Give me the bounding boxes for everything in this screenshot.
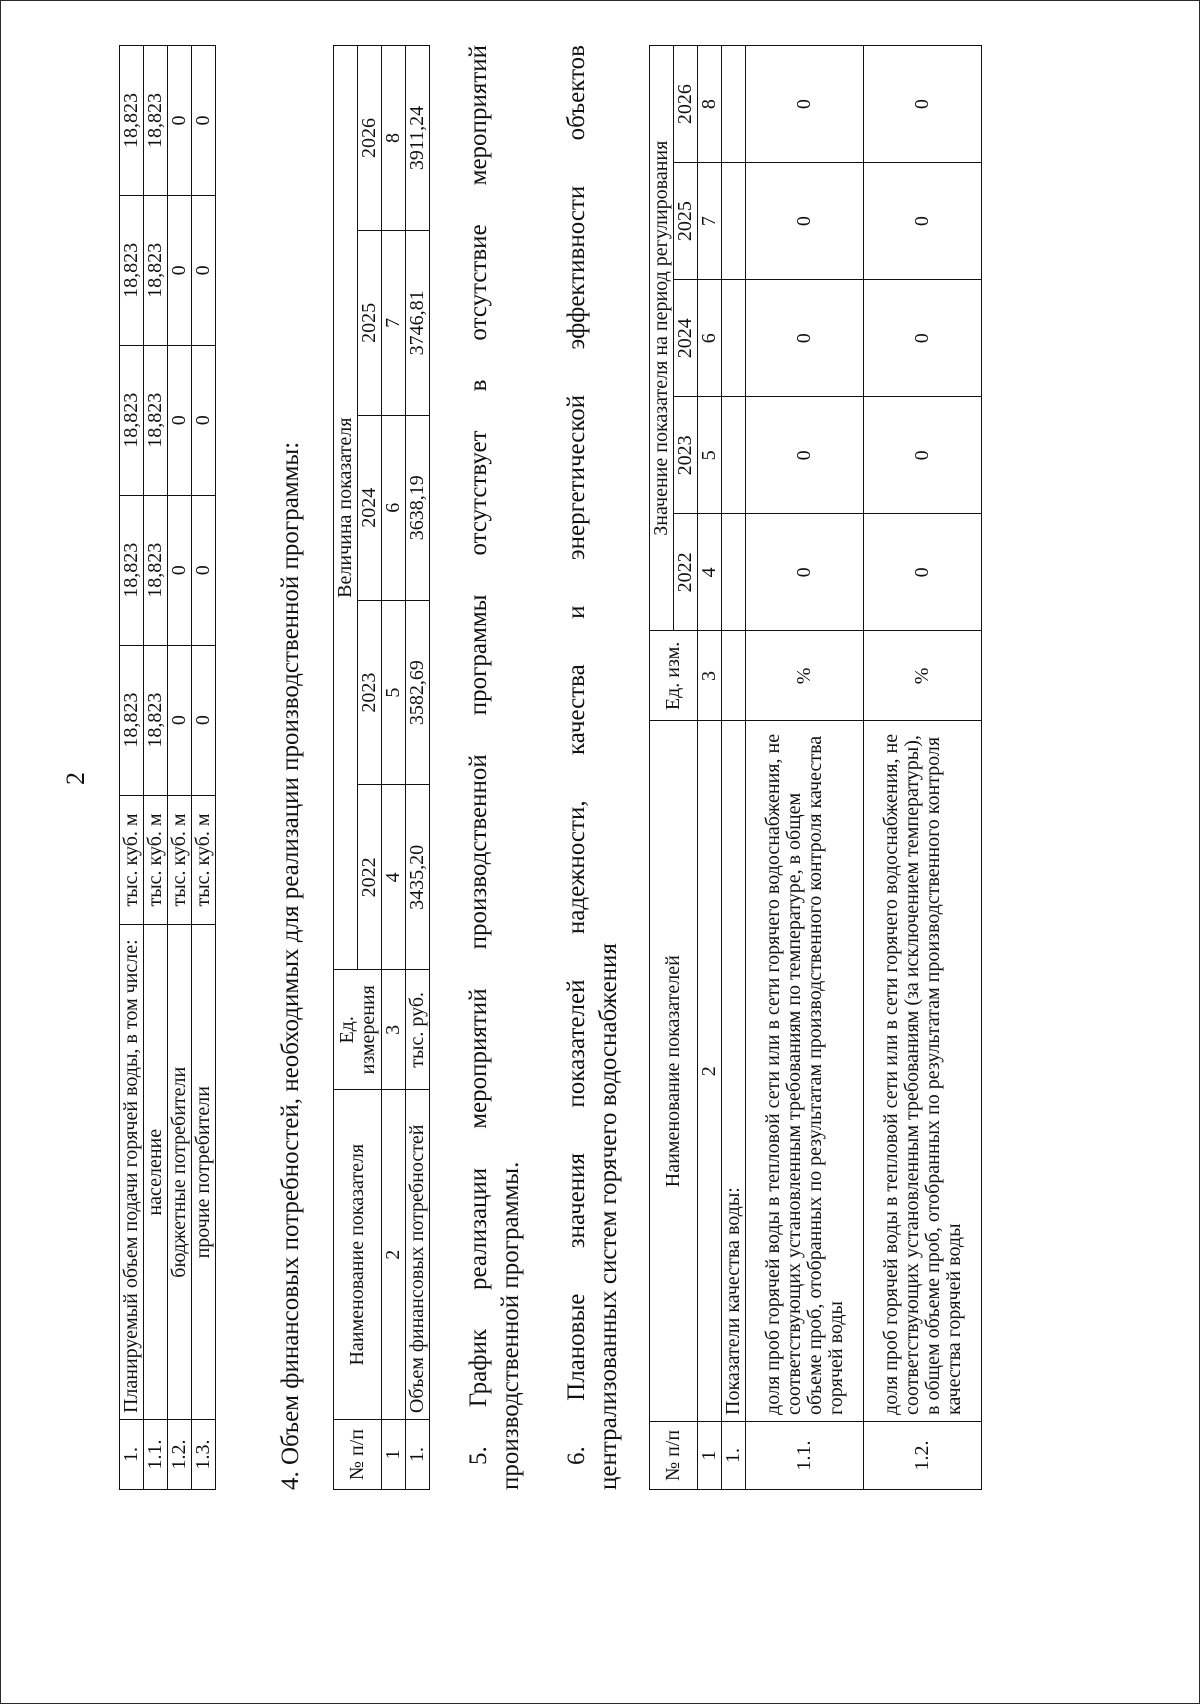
- col-number: 3: [698, 631, 722, 721]
- section6-line1: 6. Плановые значения показателей надежности, качества и энергетической эффективности объектов: [563, 45, 590, 1465]
- row-value: 0: [192, 345, 216, 495]
- col-number: 2: [382, 1090, 406, 1420]
- row-value: 0: [864, 514, 982, 631]
- row-value: 3746,81: [406, 230, 430, 415]
- row-name: прочие потребители: [192, 925, 216, 1420]
- row-value: 18,823: [120, 46, 144, 196]
- header-name: Наименование показателя: [334, 1090, 382, 1420]
- group-num: 1.: [722, 1421, 746, 1489]
- row-name: доля проб горячей воды в тепловой сети или в сети горячего водоснабжения, не соответствующих установленным требованиям (за исключением температуры), в общем объеме проб, отобранных по результатам производственного контроля качества горячей воды: [864, 721, 982, 1421]
- indicators-table: [649, 45, 982, 1490]
- table-row: [864, 46, 982, 1490]
- row-num: 1.1.: [746, 1421, 864, 1489]
- row-num: 1.: [406, 1420, 430, 1490]
- row-value: 0: [192, 46, 216, 196]
- empty-cell: [722, 631, 746, 721]
- column-number-row: [382, 46, 406, 1490]
- header-year: 2023: [358, 600, 382, 785]
- header-year: 2024: [674, 280, 698, 397]
- row-value: 18,823: [144, 345, 168, 495]
- empty-cell: [722, 163, 746, 280]
- col-number: 2: [698, 721, 722, 1421]
- row-value: 18,823: [120, 495, 144, 645]
- table-row: [746, 46, 864, 1490]
- row-value: 18,823: [120, 345, 144, 495]
- row-value: 0: [864, 397, 982, 514]
- header-num: № п/п: [334, 1420, 382, 1490]
- page-number: 2: [61, 772, 90, 785]
- header-year: 2022: [358, 785, 382, 970]
- row-value: 3911,24: [406, 46, 430, 231]
- row-value: 0: [746, 280, 864, 397]
- table-row: [192, 46, 216, 1490]
- row-num: 1.2.: [864, 1421, 982, 1489]
- col-number: 3: [382, 970, 406, 1090]
- empty-cell: [722, 397, 746, 514]
- row-name: Планируемый объем подачи горячей воды, в том числе:: [120, 925, 144, 1420]
- header-name: Наименование показателей: [650, 721, 698, 1421]
- row-unit: тыс. куб. м: [192, 795, 216, 925]
- row-value: 0: [864, 46, 982, 163]
- row-value: 0: [192, 195, 216, 345]
- row-unit: тыс. куб. м: [144, 795, 168, 925]
- header-unit: Ед. измерения: [334, 970, 382, 1090]
- row-unit: тыс. руб.: [406, 970, 430, 1090]
- table-row: [120, 46, 144, 1490]
- col-number: 8: [382, 46, 406, 231]
- col-number: 4: [698, 514, 722, 631]
- header-year: 2025: [358, 230, 382, 415]
- row-unit: %: [864, 631, 982, 721]
- row-value: 18,823: [144, 46, 168, 196]
- row-value: 0: [864, 163, 982, 280]
- col-number: 4: [382, 785, 406, 970]
- section4-heading: 4. Объем финансовых потребностей, необходимых для реализации производственной программы:: [277, 441, 304, 1490]
- col-number: 1: [698, 1421, 722, 1489]
- empty-cell: [722, 280, 746, 397]
- column-number-row: [698, 46, 722, 1490]
- row-value: 0: [168, 46, 192, 196]
- header-year: 2025: [674, 163, 698, 280]
- group-row: [722, 46, 746, 1490]
- row-value: 0: [746, 397, 864, 514]
- col-number: 5: [382, 600, 406, 785]
- financial-needs-table: [333, 45, 430, 1490]
- row-value: 0: [746, 514, 864, 631]
- row-value: 18,823: [120, 195, 144, 345]
- section5-line1: 5. График реализации мероприятий производственной программы отсутствует в отсутствие мероприятий: [465, 45, 492, 1465]
- row-num: 1.1.: [144, 1420, 168, 1490]
- row-value: 18,823: [120, 645, 144, 795]
- empty-cell: [722, 514, 746, 631]
- col-number: 8: [698, 46, 722, 163]
- row-name: население: [144, 925, 168, 1420]
- row-value: 0: [192, 645, 216, 795]
- row-value: 0: [168, 195, 192, 345]
- header-year: 2024: [358, 415, 382, 600]
- row-value: 0: [168, 345, 192, 495]
- header-year: 2023: [674, 397, 698, 514]
- section5-line2: производственной программы.: [497, 1161, 524, 1490]
- group-name: Показатели качества воды:: [722, 721, 746, 1421]
- row-value: 18,823: [144, 195, 168, 345]
- row-value: 0: [864, 280, 982, 397]
- col-number: 5: [698, 397, 722, 514]
- header-unit: Ед. изм.: [650, 631, 698, 721]
- col-number: 6: [382, 415, 406, 600]
- header-value: Величина показателя: [334, 46, 358, 970]
- row-name: доля проб горячей воды в тепловой сети или в сети горячего водоснабжения, не соответствующих установленным требованиям по температуре, в общем объеме проб, отобранных по результатам производственного контроля качества горячей воды: [746, 721, 864, 1421]
- row-value: 3435,20: [406, 785, 430, 970]
- table-row: [168, 46, 192, 1490]
- header-year: 2026: [358, 46, 382, 231]
- row-value: 0: [746, 46, 864, 163]
- table-row: [144, 46, 168, 1490]
- row-value: 0: [168, 495, 192, 645]
- header-year: 2026: [674, 46, 698, 163]
- section6-line2: централизованных систем горячего водоснабжения: [595, 943, 622, 1490]
- header-num: № п/п: [650, 1421, 698, 1489]
- table-row: [406, 46, 430, 1490]
- row-value: 18,823: [144, 645, 168, 795]
- row-num: 1.: [120, 1420, 144, 1490]
- col-number: 1: [382, 1420, 406, 1490]
- col-number: 7: [382, 230, 406, 415]
- row-value: 0: [192, 495, 216, 645]
- col-number: 6: [698, 280, 722, 397]
- row-value: 0: [746, 163, 864, 280]
- row-unit: тыс. куб. м: [120, 795, 144, 925]
- rotated-document-sheet: [1, 1, 1200, 1705]
- row-value: 3582,69: [406, 600, 430, 785]
- col-number: 7: [698, 163, 722, 280]
- header-value: Значение показателя на период регулирования: [650, 46, 674, 631]
- row-unit: тыс. куб. м: [168, 795, 192, 925]
- row-num: 1.2.: [168, 1420, 192, 1490]
- table-header-row: [334, 46, 358, 1490]
- row-value: 3638,19: [406, 415, 430, 600]
- row-value: 0: [168, 645, 192, 795]
- row-name: бюджетные потребители: [168, 925, 192, 1420]
- row-unit: %: [746, 631, 864, 721]
- row-value: 18,823: [144, 495, 168, 645]
- table-header-row: [650, 46, 674, 1490]
- row-name: Объем финансовых потребностей: [406, 1090, 430, 1420]
- empty-cell: [722, 46, 746, 163]
- row-num: 1.3.: [192, 1420, 216, 1490]
- water-volume-table: [119, 45, 216, 1490]
- header-year: 2022: [674, 514, 698, 631]
